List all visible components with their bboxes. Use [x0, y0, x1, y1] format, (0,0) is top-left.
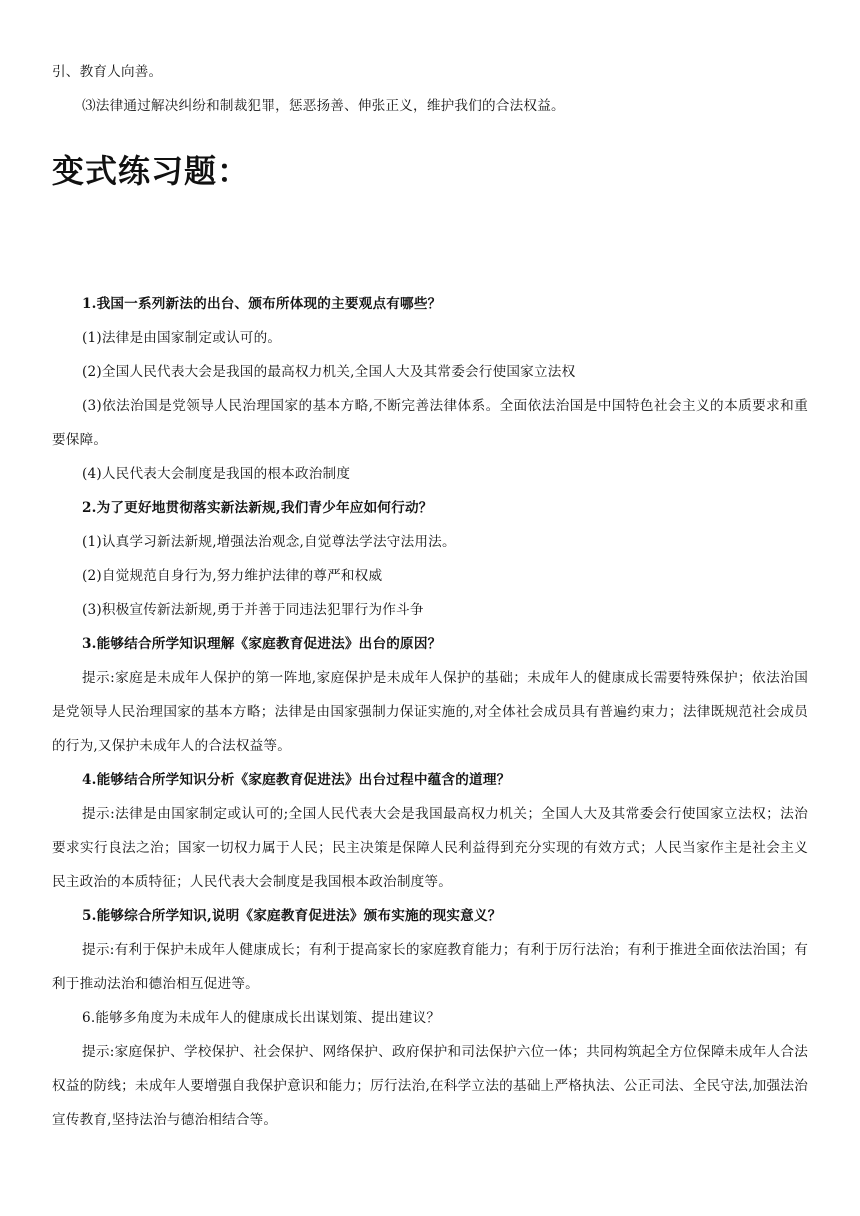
question-3: 3.能够结合所学知识理解《家庭教育促进法》出台的原因？	[82, 636, 442, 652]
intro-point-3: ⑶法律通过解决纠纷和制裁犯罪，惩恶扬善、伸张正义，维护我们的合法权益。	[82, 98, 565, 114]
answer-6-hint: 提示:家庭保护、学校保护、社会保护、网络保护、政府保护和司法保护六位一体；共同构筑起全方位保障未成年人合法权益的防线；未成年人要增强自我保护意识和能力；厉行法治,在科学立法的基础上严格执法、公正司法、全民守法,加强法治宣传教育,坚持法治与德治相结合等。	[52, 1044, 808, 1128]
answer-5-hint: 提示:有利于保护未成年人健康成长；有利于提高家长的家庭教育能力；有利于厉行法治；有利于推进全面依法治国；有利于推动法治和德治相互促进等。	[52, 942, 808, 992]
question-6: 6.能够多角度为未成年人的健康成长出谋划策、提出建议？	[82, 1010, 441, 1026]
section-heading: 变式练习题：	[52, 152, 251, 190]
answer-2-1: (1)认真学习新法新规,增强法治观念,自觉尊法学法守法用法。	[82, 534, 456, 550]
answer-1-2: (2)全国人民代表大会是我国的最高权力机关,全国人大及其常委会行使国家立法权	[82, 364, 576, 380]
answer-3-hint: 提示:家庭是未成年人保护的第一阵地,家庭保护是未成年人保护的基础；未成年人的健康成长需要特殊保护；依法治国是党领导人民治理国家的基本方略；法律是由国家强制力保证实施的,对全体社会成员具有普遍约束力；法律既规范社会成员的行为,又保护未成年人的合法权益等。	[52, 670, 808, 754]
answer-1-4: (4)人民代表大会制度是我国的根本政治制度	[82, 466, 351, 482]
answer-4-hint: 提示:法律是由国家制定或认可的;全国人民代表大会是我国最高权力机关；全国人大及其常委会行使国家立法权；法治要求实行良法之治；国家一切权力属于人民；民主决策是保障人民利益得到充分实现的有效方式；人民当家作主是社会主义民主政治的本质特征；人民代表大会制度是我国根本政治制度等。	[52, 806, 808, 890]
question-5: 5.能够综合所学知识,说明《家庭教育促进法》颁布实施的现实意义？	[82, 908, 502, 924]
answer-1-1: (1)法律是由国家制定或认可的。	[82, 330, 282, 346]
question-1: 1.我国一系列新法的出台、颁布所体现的主要观点有哪些？	[82, 296, 442, 312]
intro-continuation: 引、教育人向善。	[52, 64, 163, 80]
exercise-list	[52, 287, 808, 1137]
question-2: 2.为了更好地贯彻落实新法新规,我们青少年应如何行动？	[82, 500, 433, 516]
question-4: 4.能够结合所学知识分析《家庭教育促进法》出台过程中蕴含的道理？	[82, 772, 511, 788]
answer-2-2: (2)自觉规范自身行为,努力维护法律的尊严和权威	[82, 568, 383, 584]
answer-1-3: (3)依法治国是党领导人民治理国家的基本方略,不断完善法律体系。全面依法治国是中国特色社会主义的本质要求和重要保障。	[52, 398, 808, 448]
answer-2-3: (3)积极宣传新法新规,勇于并善于同违法犯罪行为作斗争	[82, 602, 424, 618]
document-page	[52, 0, 808, 1137]
